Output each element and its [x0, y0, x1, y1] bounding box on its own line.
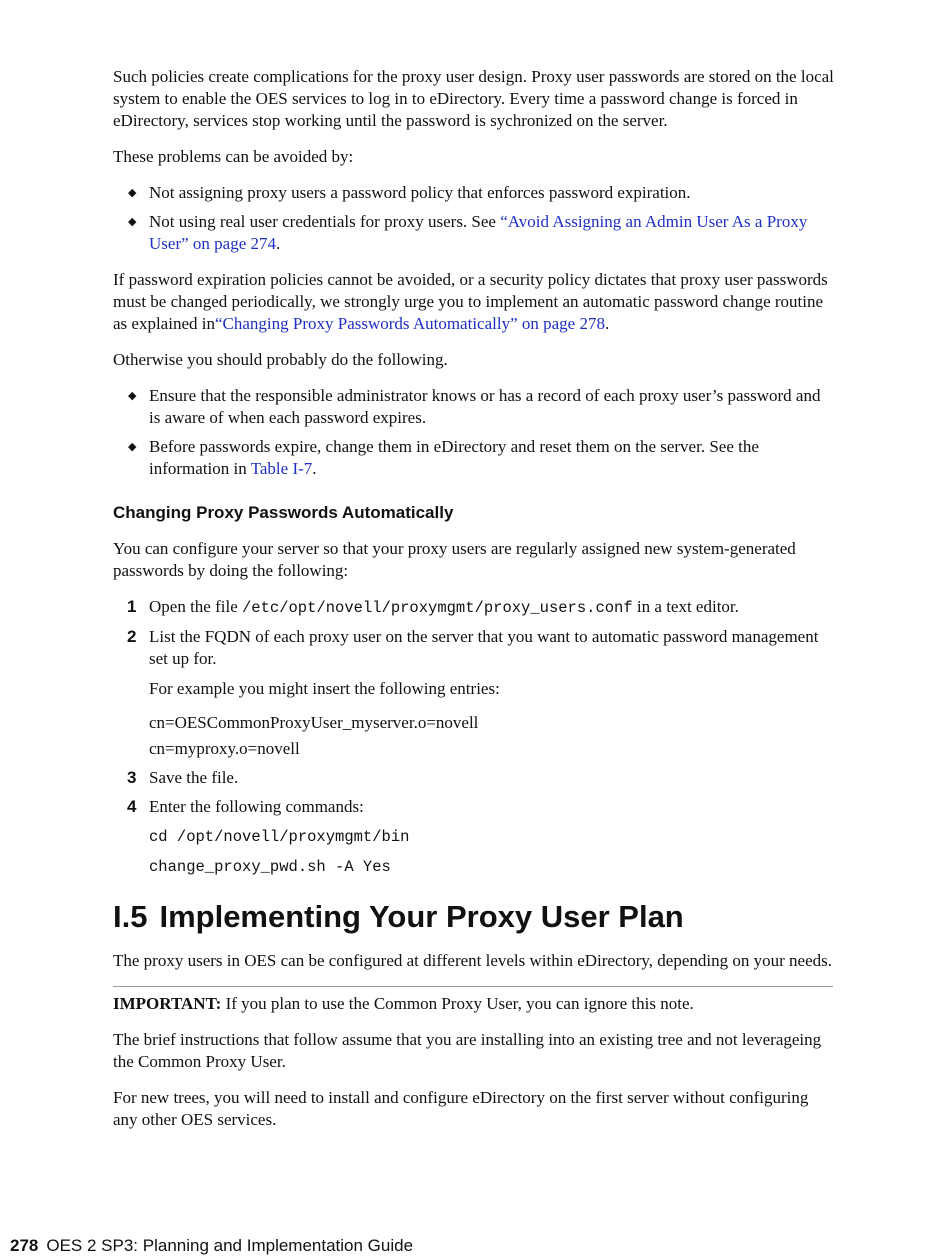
- list-item: ◆ Before passwords expire, change them in eDirectory and reset them on the server. See the information in Table I-7.: [128, 437, 759, 478]
- subheading-changing-proxy-passwords: Changing Proxy Passwords Automatically: [113, 503, 454, 522]
- bullet-list-avoid: [113, 182, 835, 255]
- link-table-i-7[interactable]: Table I-7: [250, 459, 313, 478]
- step-2-example: For example you might insert the following entries:: [149, 679, 500, 698]
- step-number: 2: [127, 627, 137, 646]
- diamond-bullet-icon: ◆: [128, 187, 137, 199]
- list-item: ◆ Not using real user credentials for proxy users. See “Avoid Assigning an Admin User As a Proxy User” on page 274.: [128, 212, 808, 253]
- page-body: [113, 66, 835, 1145]
- diamond-bullet-icon: ◆: [128, 390, 137, 402]
- paragraph-policies: Such policies create complications for the proxy user design. Proxy user passwords are stored on the local system to enable the OES services to log in to eDirectory. Every time a password change is forced in eDirectory, services stop working until the password is sychronized on the server.: [113, 67, 834, 130]
- step-3: 3 Save the file.: [127, 768, 239, 787]
- link-avoid-admin-user[interactable]: “Avoid Assigning an Admin User As a Proxy User” on page 274: [149, 212, 808, 253]
- paragraph-instructions: The brief instructions that follow assume that you are installing into an existing tree and not leverageing the Common Proxy User.: [113, 1030, 822, 1071]
- step-number: 4: [127, 797, 137, 816]
- step-number: 1: [127, 597, 137, 616]
- command-line: change_proxy_pwd.sh -A Yes: [149, 858, 391, 876]
- paragraph-proxy-levels: The proxy users in OES can be configured at different levels within eDirectory, depending on your needs.: [113, 951, 832, 970]
- section-heading: [113, 898, 835, 936]
- divider: [113, 986, 833, 987]
- section-title: Implementing Your Proxy User Plan: [159, 899, 684, 934]
- list-item: ◆ Not assigning proxy users a password policy that enforces password expiration.: [128, 183, 691, 202]
- paragraph-expiration: If password expiration policies cannot be avoided, or a security policy dictates that proxy user passwords must be changed periodically, we strongly urge you to implement an automatic password change routine as explained in“Changing Proxy Passwords Automatically” on page 278.: [113, 270, 828, 333]
- paragraph-otherwise: Otherwise you should probably do the following.: [113, 350, 448, 369]
- link-changing-proxy-passwords[interactable]: “Changing Proxy Passwords Automatically” on page 278: [214, 314, 605, 333]
- step-4: 4 Enter the following commands: cd /opt/novell/proxymgmt/bin change_proxy_pwd.sh -A Yes: [113, 796, 835, 878]
- important-note: IMPORTANT: If you plan to use the Common Proxy User, you can ignore this note.: [113, 994, 694, 1013]
- footer-title: OES 2 SP3: Planning and Implementation Guide: [46, 1236, 414, 1255]
- diamond-bullet-icon: ◆: [128, 441, 137, 453]
- page-number: 278: [10, 1236, 39, 1255]
- section-number: I.5: [113, 899, 148, 934]
- important-label: IMPORTANT:: [113, 994, 222, 1013]
- paragraph-configure: You can configure your server so that your proxy users are regularly assigned new system-generated passwords by doing the following:: [113, 539, 796, 580]
- list-item: ◆ Ensure that the responsible administrator knows or has a record of each proxy user’s password and is aware of when each password expires.: [128, 386, 821, 427]
- step-2: 2 List the FQDN of each proxy user on the server that you want to automatic password management set up for. For example you might insert the following entries: cn=OESCommonProxyUser_myserver.o=novell cn=myproxy.o=novell: [113, 626, 835, 760]
- paragraph-avoided: These problems can be avoided by:: [113, 147, 354, 166]
- bullet-list-otherwise: [113, 385, 835, 480]
- step-number: 3: [127, 768, 137, 787]
- entry-line: cn=myproxy.o=novell: [149, 739, 300, 758]
- step-1: 1 Open the file /etc/opt/novell/proxymgmt/proxy_users.conf in a text editor.: [127, 597, 739, 617]
- diamond-bullet-icon: ◆: [128, 216, 137, 228]
- file-path: /etc/opt/novell/proxymgmt/proxy_users.conf: [242, 599, 633, 617]
- command-line: cd /opt/novell/proxymgmt/bin: [149, 828, 410, 846]
- page-footer: [10, 1236, 413, 1256]
- paragraph-new-trees: For new trees, you will need to install and configure eDirectory on the first server without configuring any other OES services.: [113, 1088, 809, 1129]
- steps-list: [113, 596, 835, 878]
- entry-line: cn=OESCommonProxyUser_myserver.o=novell: [149, 713, 479, 732]
